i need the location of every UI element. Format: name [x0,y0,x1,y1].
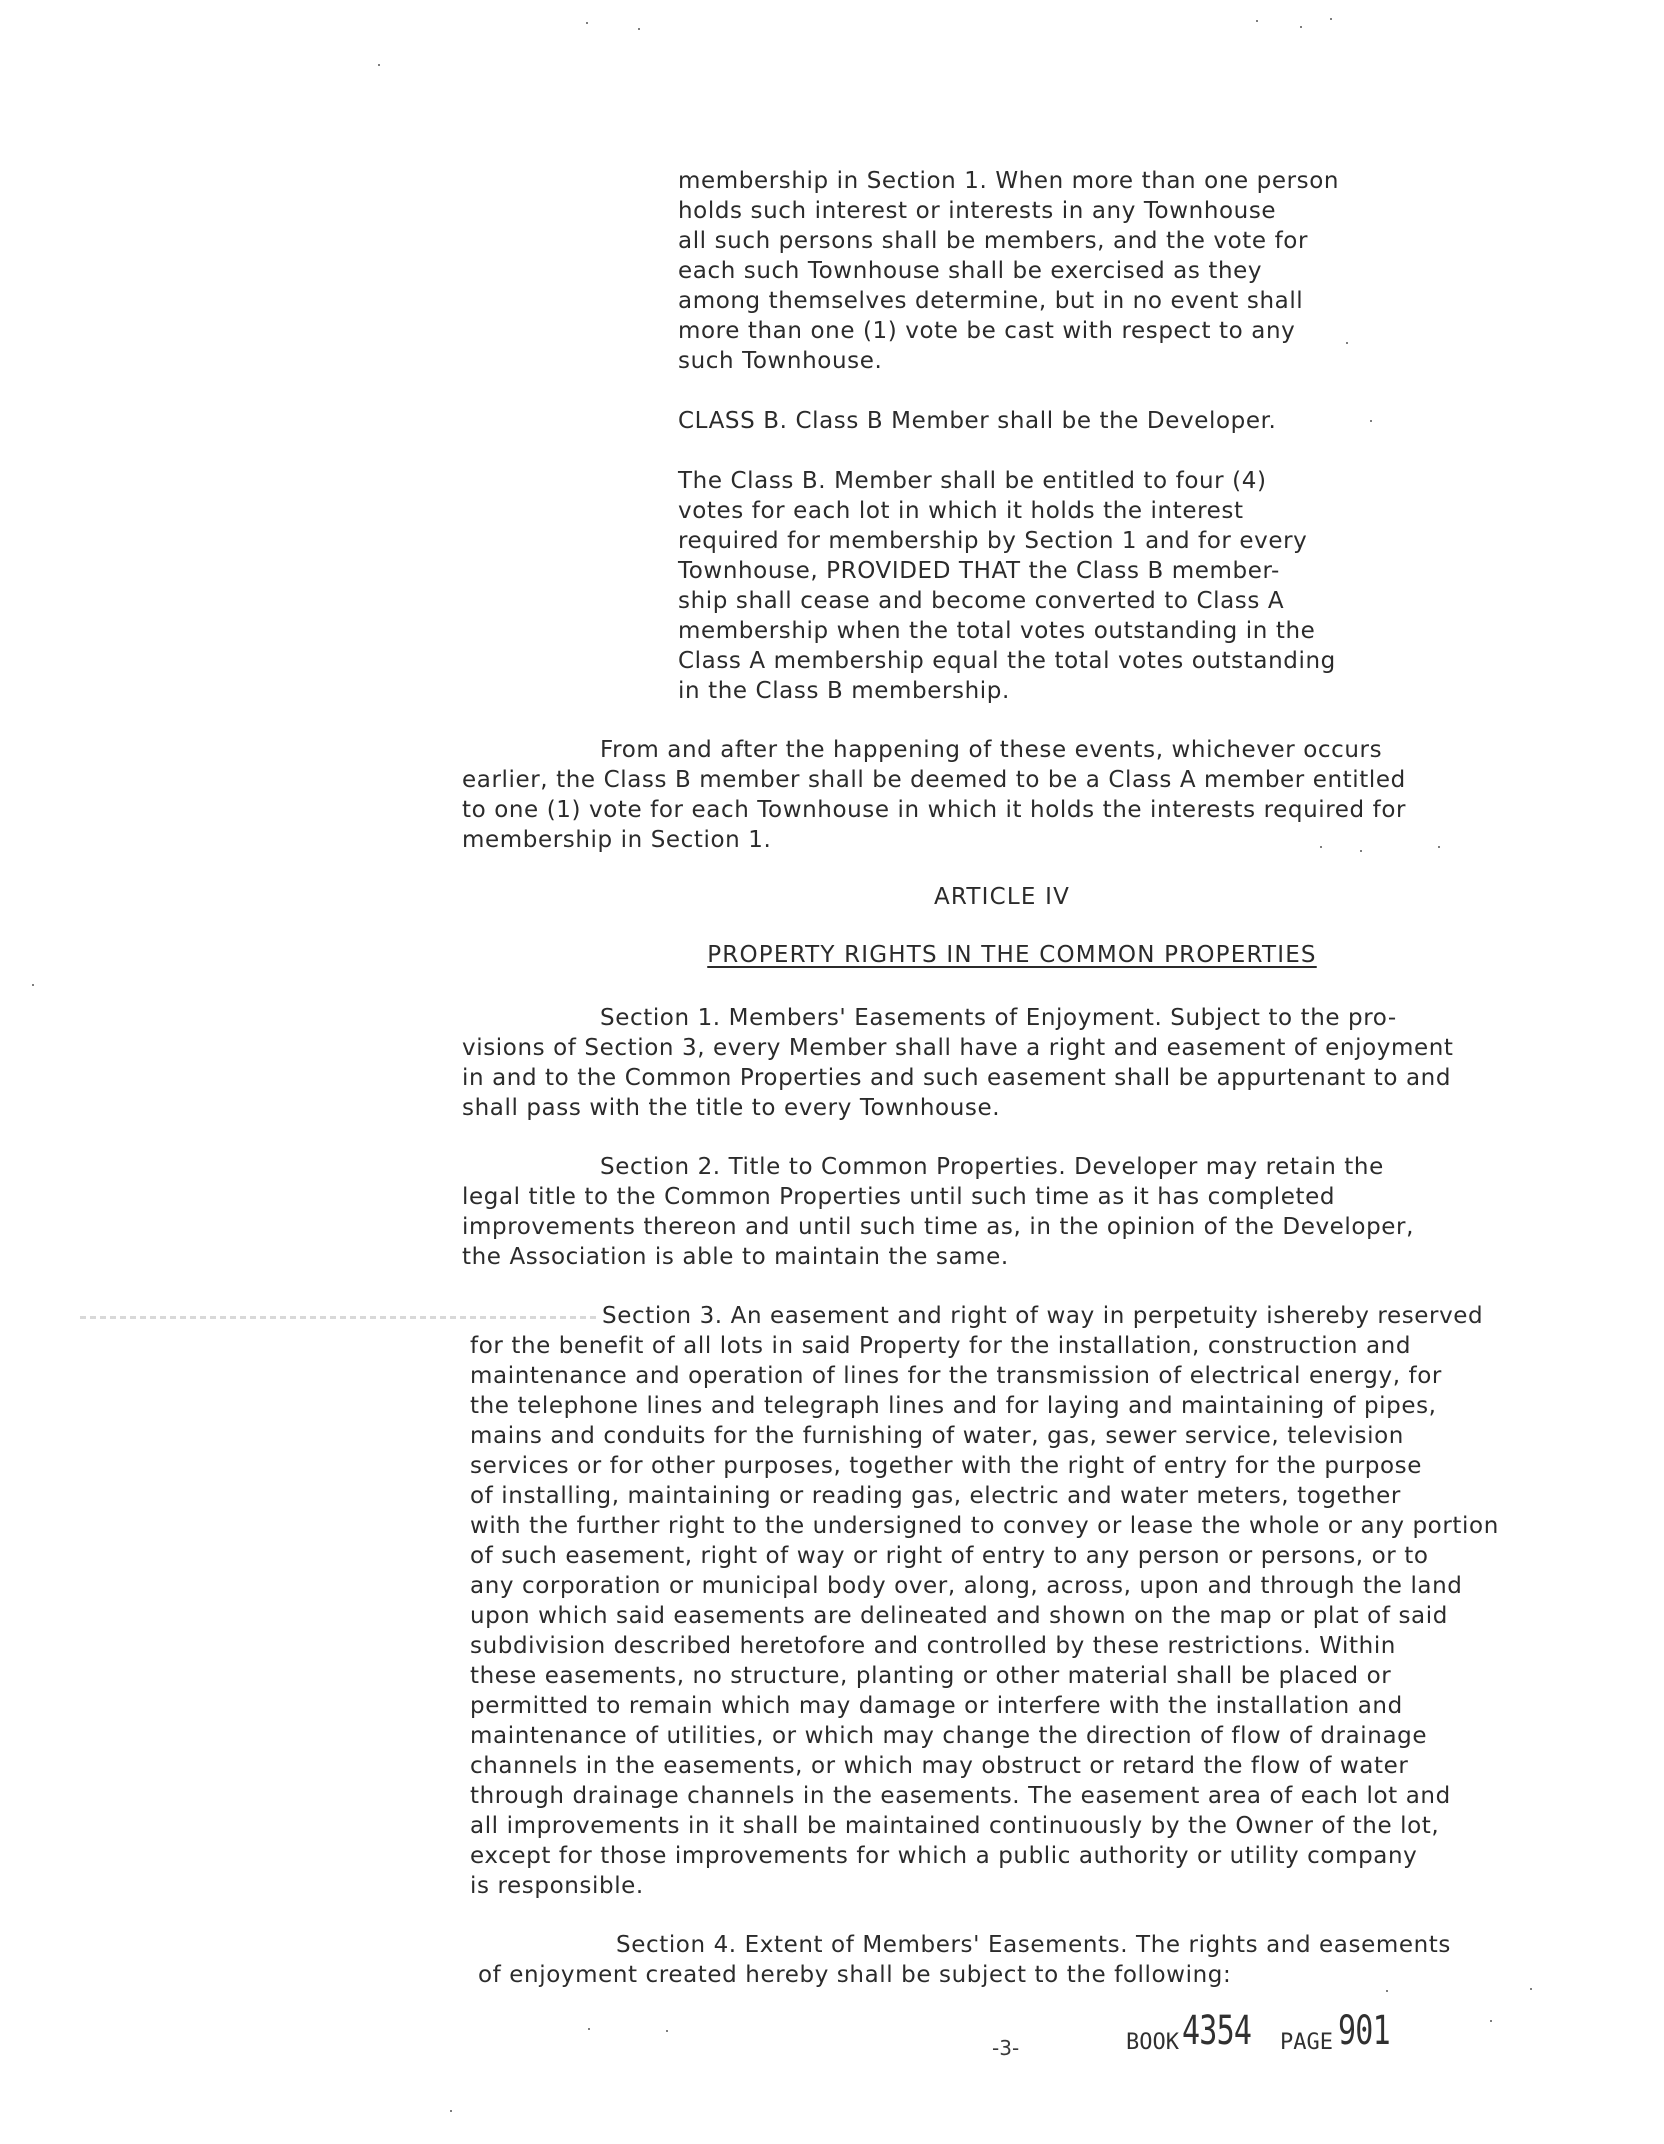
text-line: channels in the easements, or which may obstruct or retard the flow of water [470,1753,1409,1779]
stamp-book-label: BOOK [1126,2030,1179,2055]
scan-speck [638,28,640,30]
text-line: visions of Section 3, every Member shall have a right and easement of enjoyment [462,1035,1454,1061]
text-line: Section 4. Extent of Members' Easements. The rights and easements [616,1932,1451,1958]
text-line: Class A membership equal the total votes outstanding [678,648,1336,674]
stamp-page-number: 901 [1338,2008,1390,2054]
scan-speck [1346,342,1348,344]
text-line: legal title to the Common Properties until such time as it has completed [462,1184,1336,1210]
text-line: subdivision described heretofore and controlled by these restrictions. Within [470,1633,1396,1659]
text-line: shall pass with the title to every Townhouse. [462,1095,1001,1121]
text-line: From and after the happening of these events, whichever occurs [600,737,1383,763]
scan-speck [450,2110,452,2112]
text-line: these easements, no structure, planting or other material shall be placed or [470,1663,1392,1689]
text-line: membership when the total votes outstanding in the [678,618,1316,644]
text-line: Section 1. Members' Easements of Enjoyment. Subject to the pro- [600,1005,1397,1031]
text-line: Section 2. Title to Common Properties. Developer may retain the [600,1154,1384,1180]
text-line: of such easement, right of way or right of entry to any person or persons, or to [470,1543,1429,1569]
article-title: ARTICLE IV [933,884,1071,910]
text-line: The Class B. Member shall be entitled to four (4) [678,468,1267,494]
scan-speck [588,2028,590,2030]
text-line: upon which said easements are delineated and shown on the map or plat of said [470,1603,1448,1629]
text-line: among themselves determine, but in no event shall [678,288,1304,314]
text-line: ship shall cease and become converted to Class A [678,588,1285,614]
text-line: holds such interest or interests in any Townhouse [678,198,1277,224]
text-line: the telephone lines and telegraph lines and for laying and maintaining of pipes, [470,1393,1437,1419]
scan-artifact [80,1316,600,1319]
text-line: with the further right to the undersigned to convey or lease the whole or any portion [470,1513,1499,1539]
scan-speck [1300,26,1302,28]
text-line: services or for other purposes, together with the right of entry for the purpose [470,1453,1422,1479]
text-line: of installing, maintaining or reading gas, electric and water meters, together [470,1483,1401,1509]
scan-speck [1490,2020,1492,2022]
scan-speck [32,984,34,986]
scan-speck [1386,1990,1388,1992]
text-line: is responsible. [470,1873,644,1899]
text-line: all improvements in it shall be maintained continuously by the Owner of the lot, [470,1813,1440,1839]
text-line: more than one (1) vote be cast with respect to any [678,318,1296,344]
text-line: for the benefit of all lots in said Property for the installation, construction and [470,1333,1412,1359]
text-line: mains and conduits for the furnishing of water, gas, sewer service, television [470,1423,1404,1449]
scan-speck [586,22,588,24]
text-line: except for those improvements for which a public authority or utility company [470,1843,1418,1869]
scan-speck [378,64,380,66]
text-line: the Association is able to maintain the same. [462,1244,1009,1270]
text-line: such Townhouse. [678,348,883,374]
scan-speck [1320,846,1322,848]
text-line: of enjoyment created hereby shall be subject to the following: [478,1962,1232,1988]
text-line: earlier, the Class B member shall be deemed to be a Class A member entitled [462,767,1406,793]
scan-speck [1256,20,1258,22]
scan-speck [1330,18,1332,20]
text-line: through drainage channels in the easements. The easement area of each lot and [470,1783,1451,1809]
text-line: Section 3. An easement and right of way in perpetuity ishereby reserved [602,1303,1484,1329]
scan-speck [1360,850,1362,852]
text-line: all such persons shall be members, and the vote for [678,228,1309,254]
scan-speck [1438,846,1440,848]
article-subtitle: PROPERTY RIGHTS IN THE COMMON PROPERTIES [707,942,1317,968]
text-line: membership in Section 1. [462,827,772,853]
scan-speck [1370,420,1372,422]
class-b-heading: CLASS B. Class B Member shall be the Developer. [678,408,1277,434]
page-number: -3- [992,2036,1020,2060]
text-line: votes for each lot in which it holds the interest [678,498,1244,524]
text-line: any corporation or municipal body over, along, across, upon and through the land [470,1573,1463,1599]
scan-speck [1530,1988,1532,1990]
text-line: each such Townhouse shall be exercised as they [678,258,1263,284]
text-line: to one (1) vote for each Townhouse in which it holds the interests required for [462,797,1407,823]
scan-speck [666,2030,668,2032]
text-line: in the Class B membership. [678,678,1010,704]
text-line: in and to the Common Properties and such easement shall be appurtenant to and [462,1065,1452,1091]
text-line: maintenance and operation of lines for the transmission of electrical energy, for [470,1363,1442,1389]
stamp-page-label: PAGE [1280,2030,1333,2055]
stamp-book-number: 4354 [1182,2008,1252,2054]
text-line: Townhouse, PROVIDED THAT the Class B member- [678,558,1280,584]
text-line: membership in Section 1. When more than one person [678,168,1340,194]
text-line: improvements thereon and until such time as, in the opinion of the Developer, [462,1214,1415,1240]
text-line: required for membership by Section 1 and for every [678,528,1308,554]
text-line: permitted to remain which may damage or interfere with the installation and [470,1693,1403,1719]
text-line: maintenance of utilities, or which may change the direction of flow of drainage [470,1723,1428,1749]
